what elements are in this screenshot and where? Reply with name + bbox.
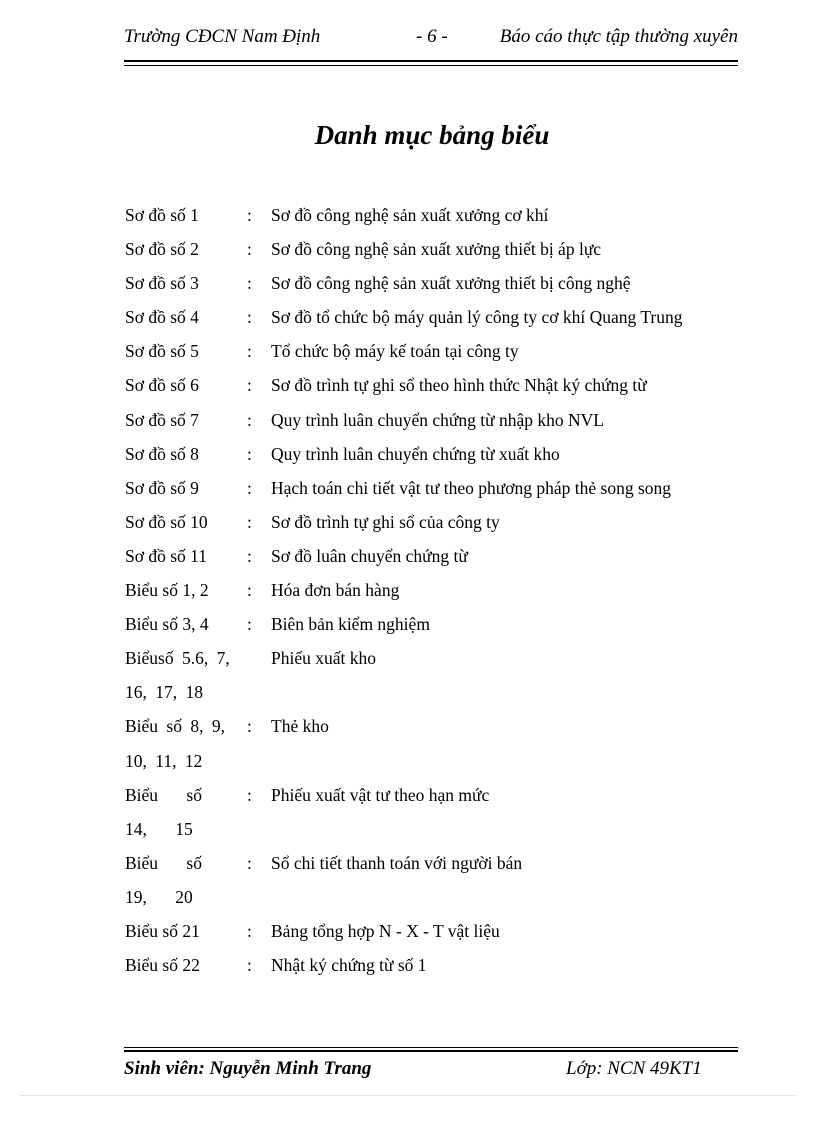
item-label: Sơ đồ số 6: [125, 375, 199, 396]
item-label: Sơ đồ số 4: [125, 307, 199, 328]
report-title: Báo cáo thực tập thường xuyên: [499, 26, 738, 47]
item-colon: :: [247, 716, 252, 737]
item-label: Sơ đồ số 8: [125, 443, 199, 464]
header-rule-thick: [124, 60, 738, 62]
item-label: Biểu số 1, 2: [125, 580, 209, 601]
list-item: [125, 714, 737, 782]
item-description: Hóa đơn bán hàng: [271, 580, 400, 601]
item-description: Sơ đồ luân chuyển chứng từ: [271, 545, 468, 566]
list-item: [125, 271, 737, 305]
list-item: [125, 339, 737, 373]
list-item: [125, 203, 737, 237]
list-item: [125, 373, 737, 407]
item-label: Biểu số 21: [125, 920, 200, 941]
item-colon: :: [247, 443, 252, 464]
list-item: [125, 919, 737, 953]
item-colon: :: [247, 784, 252, 805]
item-description: Sơ đồ tổ chức bộ máy quản lý công ty cơ khí Quang Trung: [271, 307, 683, 328]
list-item: [125, 237, 737, 271]
item-description: Sơ đồ công nghệ sản xuất xưởng thiết bị áp lực: [271, 239, 602, 260]
list-item: [125, 544, 737, 578]
item-label: Biểu số 8, 9, 10, 11, 12: [125, 716, 225, 771]
item-label: Biểu số 19, 20: [125, 852, 202, 907]
footer-rule-thin: [124, 1047, 738, 1048]
item-label: Biểu số 14, 15: [125, 784, 202, 839]
school-name: Trường CĐCN Nam Định: [124, 26, 321, 47]
item-colon: :: [247, 614, 252, 635]
item-description: Phiếu xuất kho: [271, 648, 376, 669]
student-name: Sinh viên: Nguyễn Minh Trang: [124, 1058, 372, 1079]
item-description: Hạch toán chi tiết vật tư theo phương pháp thẻ song song: [271, 477, 672, 498]
item-description: Sổ chi tiết thanh toán với người bán: [271, 852, 523, 873]
list-item: [125, 442, 737, 476]
item-colon: :: [247, 955, 252, 976]
header-rule-thin: [124, 65, 738, 66]
item-colon: :: [247, 409, 252, 430]
page-title: Danh mục bảng biểu: [314, 120, 550, 150]
footer-rule-thick: [124, 1050, 738, 1052]
list-item: [125, 408, 737, 442]
class-name: Lớp: NCN 49KT1: [566, 1058, 702, 1079]
item-description: Quy trình luân chuyển chứng từ xuất kho: [271, 443, 560, 464]
item-label: Sơ đồ số 1: [125, 205, 199, 225]
item-description: Biên bản kiểm nghiệm: [271, 614, 430, 635]
item-colon: :: [247, 477, 252, 498]
list-item: [125, 476, 737, 510]
page-header: [124, 26, 738, 52]
item-colon: :: [247, 580, 252, 601]
item-label: Sơ đồ số 9: [125, 477, 199, 498]
list-item: [125, 578, 737, 612]
item-colon: :: [247, 511, 252, 532]
item-description: Nhật ký chứng từ số 1: [271, 955, 427, 976]
item-label: Biểusố 5.6, 7, 16, 17, 18: [125, 648, 230, 703]
item-label: Sơ đồ số 5: [125, 341, 199, 362]
item-colon: :: [247, 273, 252, 294]
page-number: - 6 -: [416, 26, 448, 47]
item-label: Sơ đồ số 3: [125, 273, 199, 294]
item-description: Sơ đồ công nghệ sản xuất xưởng thiết bị công nghệ: [271, 273, 631, 294]
item-colon: :: [247, 545, 252, 566]
item-description: Sơ đồ công nghệ sản xuất xưởng cơ khí: [271, 205, 549, 225]
item-colon: :: [247, 239, 252, 260]
item-label: Biểu số 22: [125, 955, 200, 976]
page-edge-dotted: [20, 1095, 796, 1096]
list-item: [125, 953, 737, 987]
item-label: Biểu số 3, 4: [125, 614, 209, 635]
table-list: [125, 203, 737, 987]
item-colon: :: [247, 852, 252, 873]
list-item: [125, 783, 737, 851]
item-label: Sơ đồ số 2: [125, 239, 199, 260]
item-description: Phiếu xuất vật tư theo hạn mức: [271, 784, 490, 805]
item-colon: :: [247, 920, 252, 941]
item-label: Sơ đồ số 7: [125, 409, 199, 430]
list-item: [125, 305, 737, 339]
item-description: Sơ đồ trình tự ghi sổ của công ty: [271, 511, 500, 532]
item-colon: :: [247, 375, 252, 396]
item-colon: :: [247, 341, 252, 362]
item-description: Quy trình luân chuyển chứng từ nhập kho NVL: [271, 409, 604, 430]
list-item: [125, 646, 737, 714]
item-colon: :: [247, 205, 252, 225]
item-description: Bảng tổng hợp N - X - T vật liệu: [271, 920, 500, 941]
item-description: Tổ chức bộ máy kế toán tại công ty: [271, 341, 519, 362]
item-description: Thẻ kho: [271, 716, 329, 737]
item-label: Sơ đồ số 10: [125, 511, 208, 532]
list-item: [125, 851, 737, 919]
item-label: Sơ đồ số 11: [125, 545, 208, 566]
item-colon: :: [247, 307, 252, 328]
list-item: [125, 510, 737, 544]
item-description: Sơ đồ trình tự ghi sổ theo hình thức Nhật ký chứng từ: [271, 375, 647, 396]
